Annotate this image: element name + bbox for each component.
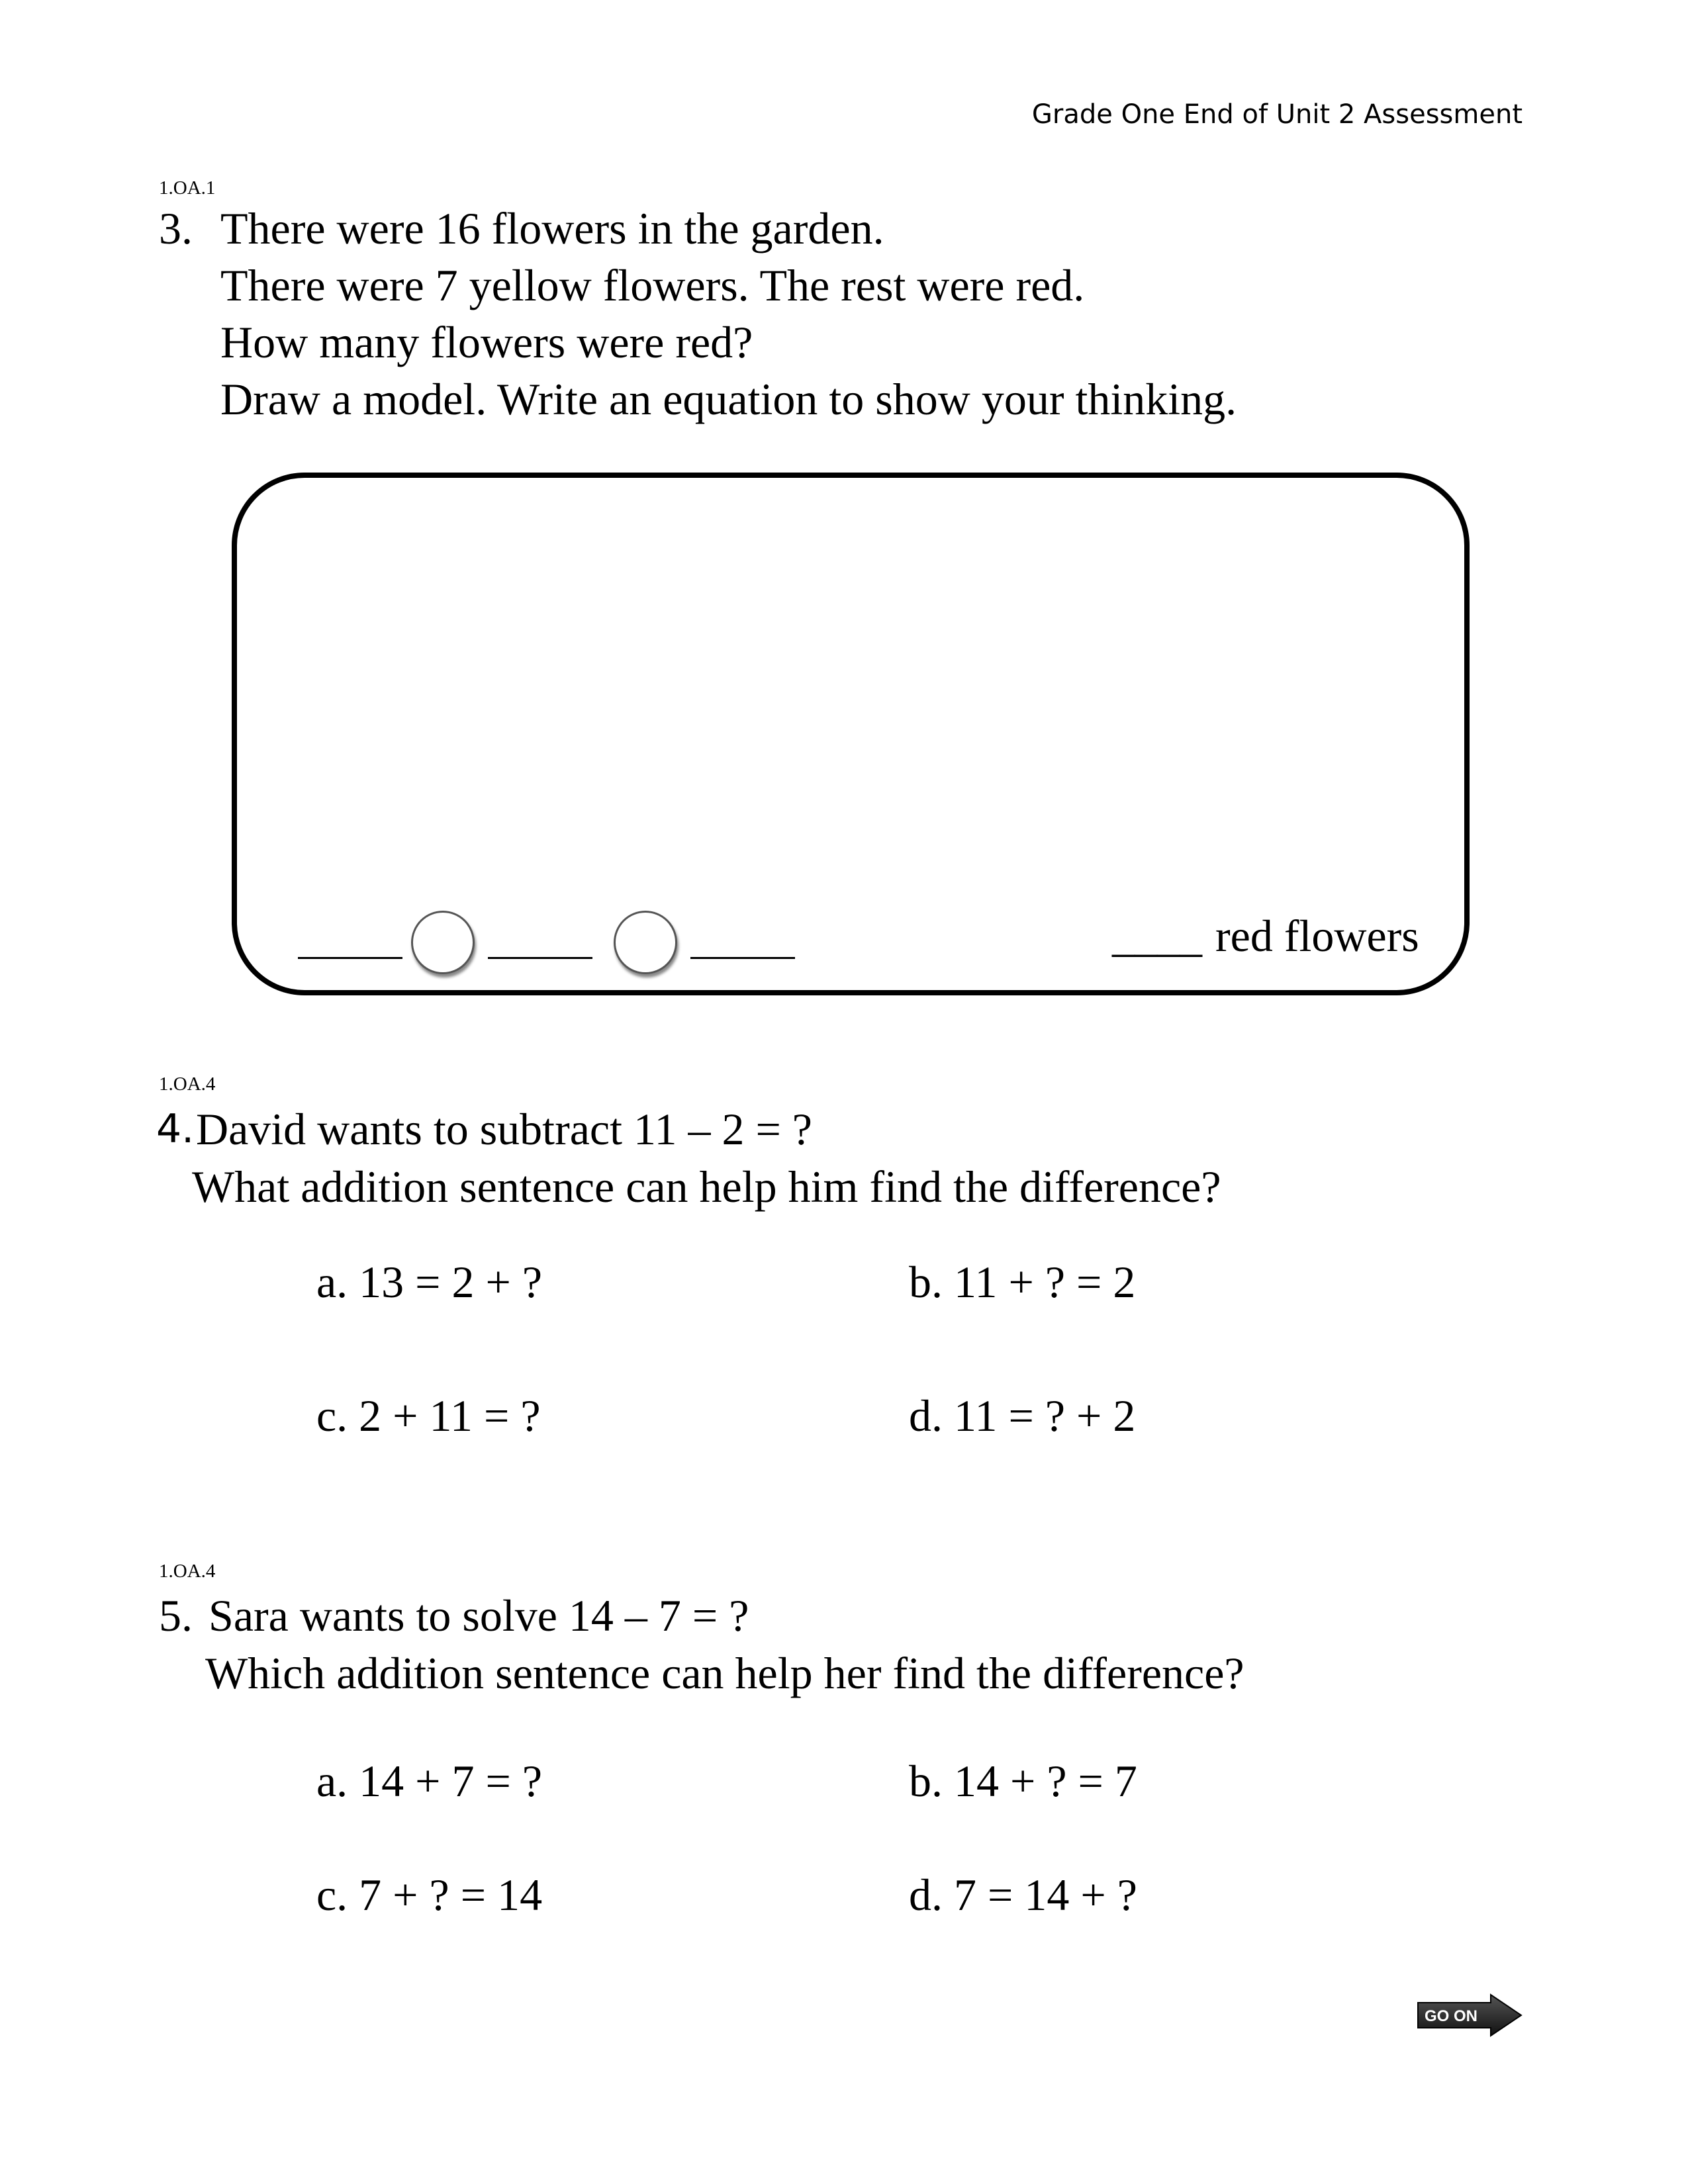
equation-blank-1[interactable] (298, 957, 402, 959)
operator-circle-1[interactable] (411, 911, 475, 974)
operator-circle-2[interactable] (614, 911, 677, 974)
equation-blank-2[interactable] (488, 957, 592, 959)
equation-blank-3[interactable] (690, 957, 795, 959)
q5-line-1: Sara wants to solve 14 – 7 = ? (209, 1590, 749, 1641)
q4-line-2: What addition sentence can help him find the difference? (192, 1161, 1221, 1212)
q5-number: 5. (159, 1590, 193, 1641)
q4-option-b[interactable]: b. 11 + ? = 2 (909, 1257, 1136, 1307)
go-on-label: GO ON (1424, 2007, 1478, 2025)
q5-option-c[interactable]: c. 7 + ? = 14 (316, 1870, 543, 1920)
red-flowers-blank[interactable]: ____ (1112, 911, 1202, 961)
q5-option-d[interactable]: d. 7 = 14 + ? (909, 1870, 1137, 1920)
page-header: Grade One End of Unit 2 Assessment (1031, 99, 1523, 130)
q4-line-1: David wants to subtract 11 – 2 = ? (196, 1104, 812, 1154)
q4-standard: 1.OA.4 (159, 1073, 216, 1095)
q4-option-c[interactable]: c. 2 + 11 = ? (316, 1390, 541, 1441)
q3-line-4: Draw a model. Write an equation to show your thinking. (220, 374, 1237, 424)
q4-number: 4. (156, 1106, 195, 1152)
q4-option-a[interactable]: a. 13 = 2 + ? (316, 1257, 543, 1307)
q3-line-3: How many flowers were red? (220, 317, 753, 367)
q3-line-2: There were 7 yellow flowers. The rest were red. (220, 260, 1085, 310)
q5-standard: 1.OA.4 (159, 1561, 216, 1582)
q3-standard: 1.OA.1 (159, 177, 216, 199)
q3-line-1: There were 16 flowers in the garden. (220, 203, 884, 253)
q4-option-d[interactable]: d. 11 = ? + 2 (909, 1390, 1136, 1441)
go-on-arrow-icon[interactable] (1417, 1993, 1523, 2037)
q5-option-a[interactable]: a. 14 + 7 = ? (316, 1756, 543, 1806)
q5-option-b[interactable]: b. 14 + ? = 7 (909, 1756, 1137, 1806)
q5-line-2: Which addition sentence can help her find the difference? (205, 1648, 1244, 1698)
q3-number: 3. (159, 203, 193, 253)
red-flowers-label: red flowers (1215, 911, 1419, 961)
